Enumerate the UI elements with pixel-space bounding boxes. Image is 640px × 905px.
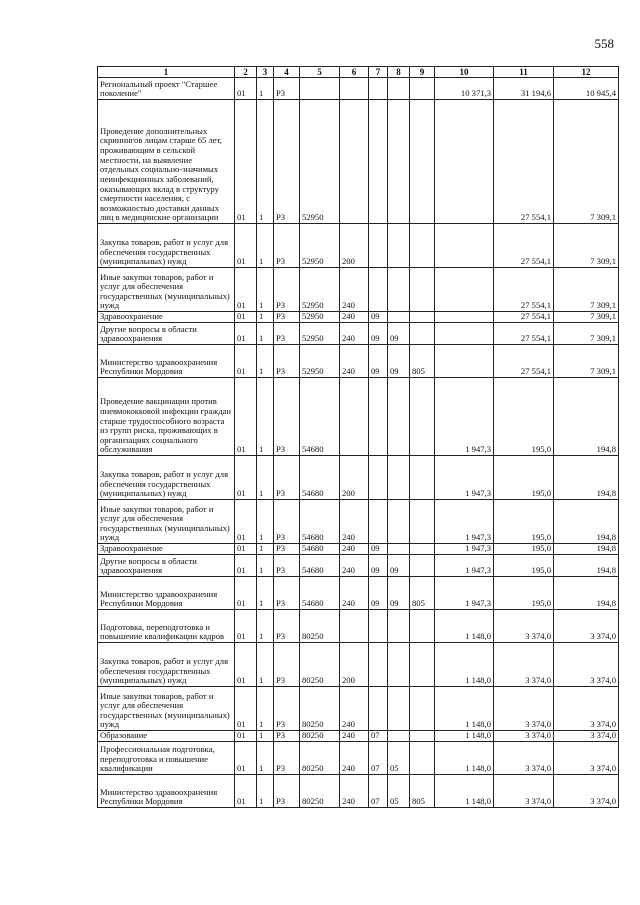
column-header-7: 7: [369, 67, 388, 78]
code-ministry: [410, 742, 435, 775]
code-2: 01: [235, 742, 257, 775]
amount-12: 3 374,0: [554, 731, 619, 742]
amount-11: 195,0: [494, 577, 554, 610]
code-target: 52950: [300, 100, 340, 224]
column-header-8: 8: [388, 67, 410, 78]
amount-10: 10 371,3: [435, 78, 494, 100]
budget-table: [97, 66, 619, 808]
row-label: Проведение дополнительных скринингов лицам старше 65 лет, проживающим в сельской местности, на выявление отдельных социально-значимых неинфекционных заболеваний, оказывающих вклад в структуру смертности населения, с возможностью доставки данных лиц в медицинские организации: [98, 100, 235, 224]
code-expense: 240: [340, 577, 369, 610]
amount-12: 194,8: [554, 544, 619, 555]
code-subsection: [388, 268, 410, 312]
amount-12: 7 309,1: [554, 323, 619, 345]
code-project: P3: [274, 345, 300, 378]
code-target: 52950: [300, 345, 340, 378]
code-ministry: [410, 544, 435, 555]
amount-12: 3 374,0: [554, 742, 619, 775]
code-section: [369, 610, 388, 643]
code-project: P3: [274, 224, 300, 268]
column-header-12: 12: [554, 67, 619, 78]
code-ministry: [410, 643, 435, 687]
code-ministry: [410, 687, 435, 731]
amount-12: 194,8: [554, 555, 619, 577]
code-project: P3: [274, 100, 300, 224]
amount-11: 27 554,1: [494, 268, 554, 312]
code-3: 1: [257, 224, 274, 268]
code-subsection: [388, 643, 410, 687]
amount-10: [435, 345, 494, 378]
code-project: P3: [274, 378, 300, 456]
code-3: 1: [257, 312, 274, 323]
table-row: [98, 78, 619, 100]
code-2: 01: [235, 100, 257, 224]
code-expense: 240: [340, 775, 369, 808]
code-project: P3: [274, 323, 300, 345]
amount-12: 3 374,0: [554, 643, 619, 687]
code-2: 01: [235, 378, 257, 456]
code-3: 1: [257, 500, 274, 544]
code-subsection: [388, 378, 410, 456]
code-section: 09: [369, 323, 388, 345]
code-ministry: [410, 312, 435, 323]
row-label: Другие вопросы в области здравоохранения: [98, 555, 235, 577]
code-2: 01: [235, 224, 257, 268]
code-subsection: [388, 544, 410, 555]
table-row: [98, 312, 619, 323]
row-label: Закупка товаров, работ и услуг для обеспечения государственных (муниципальных) нужд: [98, 456, 235, 500]
table-row: [98, 224, 619, 268]
code-section: 09: [369, 345, 388, 378]
code-target: 54680: [300, 456, 340, 500]
code-subsection: [388, 731, 410, 742]
code-section: 09: [369, 577, 388, 610]
code-expense: 240: [340, 268, 369, 312]
code-3: 1: [257, 78, 274, 100]
table-row: [98, 323, 619, 345]
code-2: 01: [235, 312, 257, 323]
amount-12: 7 309,1: [554, 100, 619, 224]
code-target: 52950: [300, 224, 340, 268]
amount-11: 195,0: [494, 555, 554, 577]
code-project: P3: [274, 544, 300, 555]
code-target: [300, 78, 340, 100]
table-row: [98, 742, 619, 775]
code-project: P3: [274, 731, 300, 742]
amount-12: 194,8: [554, 500, 619, 544]
amount-10: 1 947,3: [435, 378, 494, 456]
amount-11: 27 554,1: [494, 323, 554, 345]
table-body: [98, 67, 619, 808]
amount-11: 3 374,0: [494, 610, 554, 643]
code-3: 1: [257, 456, 274, 500]
code-section: [369, 378, 388, 456]
amount-12: 10 945,4: [554, 78, 619, 100]
amount-11: 27 554,1: [494, 345, 554, 378]
code-2: 01: [235, 577, 257, 610]
code-expense: 240: [340, 544, 369, 555]
code-section: 09: [369, 544, 388, 555]
code-2: 01: [235, 731, 257, 742]
amount-12: 194,8: [554, 456, 619, 500]
row-label: Закупка товаров, работ и услуг для обеспечения государственных (муниципальных) нужд: [98, 224, 235, 268]
code-expense: 240: [340, 555, 369, 577]
code-subsection: [388, 100, 410, 224]
amount-10: [435, 100, 494, 224]
table-row: [98, 456, 619, 500]
code-ministry: [410, 610, 435, 643]
row-label: Другие вопросы в области здравоохранения: [98, 323, 235, 345]
code-ministry: 805: [410, 577, 435, 610]
code-subsection: [388, 78, 410, 100]
amount-12: 7 309,1: [554, 345, 619, 378]
table-row: [98, 577, 619, 610]
code-expense: 240: [340, 500, 369, 544]
amount-10: [435, 312, 494, 323]
code-section: [369, 687, 388, 731]
code-expense: 240: [340, 312, 369, 323]
code-ministry: 805: [410, 345, 435, 378]
code-section: 09: [369, 555, 388, 577]
code-ministry: [410, 78, 435, 100]
row-label: Министерство здравоохранения Республики Мордовия: [98, 345, 235, 378]
code-target: 52950: [300, 323, 340, 345]
code-2: 01: [235, 323, 257, 345]
table-row: [98, 345, 619, 378]
code-2: 01: [235, 78, 257, 100]
amount-10: 1 947,3: [435, 456, 494, 500]
code-target: 80250: [300, 610, 340, 643]
code-expense: [340, 378, 369, 456]
code-expense: 200: [340, 643, 369, 687]
header-row: [98, 67, 619, 78]
code-expense: 240: [340, 345, 369, 378]
code-ministry: [410, 731, 435, 742]
code-2: 01: [235, 500, 257, 544]
row-label: Проведение вакцинации против пневмококковой инфекции граждан старше трудоспособного возраста из групп риска, проживающих в организациях социального обслуживания: [98, 378, 235, 456]
code-project: P3: [274, 643, 300, 687]
code-2: 01: [235, 544, 257, 555]
code-3: 1: [257, 345, 274, 378]
amount-10: 1 148,0: [435, 775, 494, 808]
code-ministry: [410, 378, 435, 456]
amount-12: 7 309,1: [554, 268, 619, 312]
amount-11: 195,0: [494, 378, 554, 456]
column-header-4: 4: [274, 67, 300, 78]
code-project: P3: [274, 78, 300, 100]
code-3: 1: [257, 378, 274, 456]
column-header-10: 10: [435, 67, 494, 78]
code-subsection: 09: [388, 555, 410, 577]
code-2: 01: [235, 643, 257, 687]
code-section: [369, 78, 388, 100]
column-header-11: 11: [494, 67, 554, 78]
code-3: 1: [257, 610, 274, 643]
code-subsection: 05: [388, 742, 410, 775]
code-project: P3: [274, 610, 300, 643]
code-2: 01: [235, 610, 257, 643]
amount-11: 3 374,0: [494, 742, 554, 775]
code-2: 01: [235, 775, 257, 808]
amount-10: [435, 224, 494, 268]
amount-10: 1 947,3: [435, 544, 494, 555]
amount-10: 1 148,0: [435, 643, 494, 687]
code-subsection: [388, 687, 410, 731]
amount-12: 3 374,0: [554, 775, 619, 808]
code-section: 09: [369, 312, 388, 323]
code-ministry: [410, 500, 435, 544]
code-target: 80250: [300, 687, 340, 731]
code-section: [369, 268, 388, 312]
code-project: P3: [274, 555, 300, 577]
code-ministry: [410, 323, 435, 345]
table-row: [98, 100, 619, 224]
column-header-6: 6: [340, 67, 369, 78]
code-target: 54680: [300, 500, 340, 544]
code-subsection: [388, 610, 410, 643]
code-ministry: [410, 456, 435, 500]
amount-11: 195,0: [494, 544, 554, 555]
table-row: [98, 500, 619, 544]
row-label: Здравоохранение: [98, 544, 235, 555]
row-label: Здравоохранение: [98, 312, 235, 323]
code-3: 1: [257, 643, 274, 687]
code-expense: [340, 610, 369, 643]
row-label: Иные закупки товаров, работ и услуг для обеспечения государственных (муниципальных) нужд: [98, 687, 235, 731]
amount-10: 1 148,0: [435, 687, 494, 731]
code-ministry: [410, 555, 435, 577]
code-target: 52950: [300, 312, 340, 323]
code-target: 80250: [300, 731, 340, 742]
code-project: P3: [274, 268, 300, 312]
amount-10: 1 148,0: [435, 742, 494, 775]
code-project: P3: [274, 687, 300, 731]
code-3: 1: [257, 687, 274, 731]
row-label: Иные закупки товаров, работ и услуг для обеспечения государственных (муниципальных) нужд: [98, 268, 235, 312]
amount-12: 7 309,1: [554, 312, 619, 323]
code-project: P3: [274, 456, 300, 500]
code-expense: 200: [340, 456, 369, 500]
amount-11: 3 374,0: [494, 687, 554, 731]
code-subsection: [388, 312, 410, 323]
code-subsection: [388, 224, 410, 268]
amount-10: [435, 268, 494, 312]
code-project: P3: [274, 577, 300, 610]
amount-12: 3 374,0: [554, 610, 619, 643]
code-section: [369, 224, 388, 268]
code-section: [369, 500, 388, 544]
code-expense: 240: [340, 687, 369, 731]
code-project: P3: [274, 742, 300, 775]
code-subsection: 05: [388, 775, 410, 808]
code-3: 1: [257, 100, 274, 224]
code-2: 01: [235, 555, 257, 577]
code-target: 54680: [300, 577, 340, 610]
code-expense: 240: [340, 323, 369, 345]
column-header-2: 2: [235, 67, 257, 78]
code-2: 01: [235, 268, 257, 312]
table-row: [98, 687, 619, 731]
column-header-1: 1: [98, 67, 235, 78]
code-subsection: 09: [388, 577, 410, 610]
code-project: P3: [274, 500, 300, 544]
code-target: 52950: [300, 268, 340, 312]
table-row: [98, 775, 619, 808]
table-row: [98, 544, 619, 555]
row-label: Закупка товаров, работ и услуг для обеспечения государственных (муниципальных) нужд: [98, 643, 235, 687]
amount-12: 3 374,0: [554, 687, 619, 731]
code-section: [369, 456, 388, 500]
code-3: 1: [257, 742, 274, 775]
amount-11: 195,0: [494, 500, 554, 544]
column-header-5: 5: [300, 67, 340, 78]
code-subsection: 09: [388, 323, 410, 345]
amount-10: [435, 323, 494, 345]
code-target: 80250: [300, 742, 340, 775]
amount-10: 1 947,3: [435, 555, 494, 577]
amount-11: 27 554,1: [494, 312, 554, 323]
code-section: 07: [369, 731, 388, 742]
code-project: P3: [274, 775, 300, 808]
code-project: P3: [274, 312, 300, 323]
amount-11: 31 194,6: [494, 78, 554, 100]
code-expense: 240: [340, 731, 369, 742]
code-target: 54680: [300, 555, 340, 577]
column-header-3: 3: [257, 67, 274, 78]
code-expense: 200: [340, 224, 369, 268]
code-3: 1: [257, 731, 274, 742]
code-expense: 240: [340, 742, 369, 775]
table-row: [98, 731, 619, 742]
amount-10: 1 148,0: [435, 731, 494, 742]
row-label: Подготовка, переподготовка и повышение квалификации кадров: [98, 610, 235, 643]
amount-12: 194,8: [554, 378, 619, 456]
amount-11: 195,0: [494, 456, 554, 500]
code-3: 1: [257, 577, 274, 610]
row-label: Иные закупки товаров, работ и услуг для обеспечения государственных (муниципальных) нужд: [98, 500, 235, 544]
code-ministry: 805: [410, 775, 435, 808]
code-section: [369, 643, 388, 687]
code-target: 80250: [300, 643, 340, 687]
code-3: 1: [257, 268, 274, 312]
amount-10: 1 947,3: [435, 500, 494, 544]
table-row: [98, 643, 619, 687]
code-target: 54680: [300, 378, 340, 456]
code-section: 07: [369, 742, 388, 775]
amount-11: 27 554,1: [494, 224, 554, 268]
page-number: 558: [594, 36, 614, 51]
code-3: 1: [257, 544, 274, 555]
code-target: 80250: [300, 775, 340, 808]
code-section: [369, 100, 388, 224]
amount-12: 194,8: [554, 577, 619, 610]
amount-10: 1 947,3: [435, 577, 494, 610]
row-label: Профессиональная подготовка, переподготовка и повышение квалификации: [98, 742, 235, 775]
table-row: [98, 378, 619, 456]
code-ministry: [410, 268, 435, 312]
table-row: [98, 610, 619, 643]
row-label: Региональный проект "Старшее поколение": [98, 78, 235, 100]
code-2: 01: [235, 456, 257, 500]
code-target: 54680: [300, 544, 340, 555]
table-row: [98, 268, 619, 312]
row-label: Образование: [98, 731, 235, 742]
code-2: 01: [235, 345, 257, 378]
amount-12: 7 309,1: [554, 224, 619, 268]
amount-11: 3 374,0: [494, 643, 554, 687]
code-subsection: [388, 500, 410, 544]
code-3: 1: [257, 323, 274, 345]
amount-11: 3 374,0: [494, 731, 554, 742]
amount-11: 3 374,0: [494, 775, 554, 808]
code-subsection: [388, 456, 410, 500]
code-expense: [340, 78, 369, 100]
code-ministry: [410, 100, 435, 224]
table-row: [98, 555, 619, 577]
row-label: Министерство здравоохранения Республики Мордовия: [98, 577, 235, 610]
amount-11: 27 554,1: [494, 100, 554, 224]
code-3: 1: [257, 775, 274, 808]
amount-10: 1 148,0: [435, 610, 494, 643]
code-expense: [340, 100, 369, 224]
column-header-9: 9: [410, 67, 435, 78]
code-3: 1: [257, 555, 274, 577]
code-subsection: 09: [388, 345, 410, 378]
code-ministry: [410, 224, 435, 268]
row-label: Министерство здравоохранения Республики Мордовия: [98, 775, 235, 808]
code-section: 07: [369, 775, 388, 808]
code-2: 01: [235, 687, 257, 731]
